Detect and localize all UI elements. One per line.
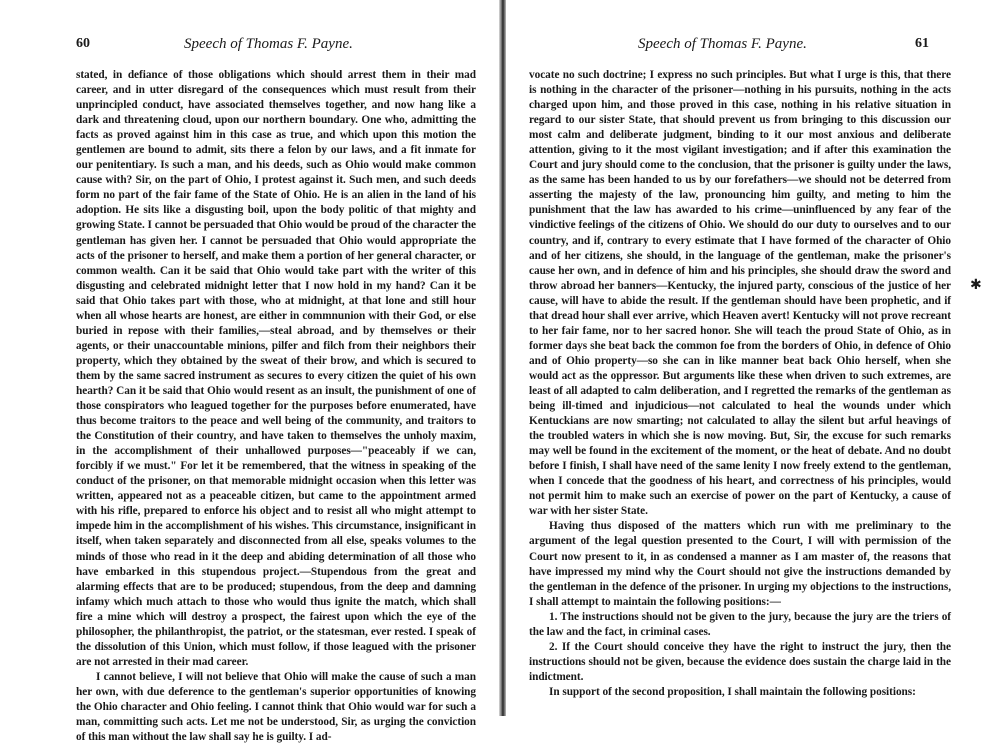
right-paragraph-1: vocate no such doctrine; I express no such principles. But what I urge is this, that there is nothing in the character of the prisoner—nothing in his pursuits, nothing in the acts charged upon him, and those proved in this case, nothing in his relative situation in regard to our sister State, that should prevent us from bringing to this discussion our most calm and deliberate judgment, binding to it our most anxious and deliberate attention, giving to it the most vigilant investigation; and if after this examination the Court and jury should come to the conclusion, that the prisoner is guilty under the laws, as the same has been handed to us by our forefathers—we should not be deterred from asserting the majesty of the law, pronouncing him guilty, and meting to him the punishment that the law has awarded to his crime—uninfluenced by any fear of the vindictive feelings of the citizens of Ohio. We should do our duty to ourselves and to our country, and if, contrary to every estimate that I have formed of the character of Ohio and of her citizens, she should, in the language of the gentleman, make the prisoner's cause her own, and in defence of him and his principles, she should draw the sword and throw abroad her banners—Kentucky, the injured party, conscious of the justice of her cause, will have to abide the result. If the gentleman should have been prophetic, and if that dread hour shall ever arrive, which Heaven avert! Kentucky will not prove recreant to her fair fame, nor to her sacred honor. She will teach the proud State of Ohio, as in former days she beat back the common foe from the borders of Ohio, in defence of Ohio and of Ohio property—so she can in like manner beat back Ohio herself, when she would act as the oppressor. But arguments like these when driven to such extremes, are least of all adapted to calm deliberation, and I regretted the remarks of the gentleman as being ill-timed and injudicious—not calculated to heal the wounds under which Kentuckians are now smarting; not calculated to allay the silent but arful heavings of the troubled waters in which she is now moving. But, Sir, the excuse for such remarks may well be found in the excitement of the moment, or the heat of debate. And no doubt before I finish, I shall have need of the same lenity I now freely extend to the gentleman, when I concede that the goodness of his heart, and correctness of his principles, would not permit him to make such an exercise of power on the part of Kentucky, a cause of war with her sister State.: [529, 69, 951, 518]
right-paragraph-3: 1. The instructions should not be given to the jury, because the jury are the triers of the law and the fact, in criminal cases.: [529, 610, 951, 638]
right-running-title: Speech of Thomas F. Payne.: [638, 36, 807, 52]
left-page-body: [76, 68, 476, 745]
right-page-number: 61: [915, 36, 929, 51]
right-paragraph-4: 2. If the Court should conceive they have the right to instruct the jury, then the instructions should not be given, because the evidence does sustain the charge laid in the indictment.: [529, 640, 951, 683]
right-paragraph-2: Having thus disposed of the matters which run with me preliminary to the argument of the legal question presented to the Court, I will with permission of the Court now present to it, in as condensed a manner as I am master of, the reasons that have impressed my mind why the Court should not give the instructions demanded by the gentleman in the defence of the prisoner. In urging my objections to the instructions, I shall attempt to maintain the following positions:—: [529, 520, 951, 608]
left-paragraph-2: I cannot believe, I will not believe that Ohio will make the cause of such a man her own, with due deference to the gentleman's superior opportunities of knowing the Ohio character and Ohio feeling. I cannot think that Ohio would war for such a man, committing such acts. Let me not be understood, Sir, as urging the conviction of this man without the law shall say he is guilty. I ad-: [76, 670, 476, 744]
left-page: [0, 0, 500, 744]
left-paragraph-1: stated, in defiance of those obligations which should arrest them in their mad career, and in utter disregard of the consequences which must result from their unprincipled conduct, have associated themselves together, and now hang like a dark and threatening cloud, upon our northern boundary. One who, admitting the facts as proved against him in this case as true, and which upon this motion the gentlemen are bound to admit, sits there a felon by our laws, and a fit inmate for our penitentiary. Is such a man, and his deeds, such as Ohio would make common cause with? Sir, on the part of Ohio, I protest against it. Such men, and such deeds form no part of the fair fame of the State of Ohio. He is an alien in the land of his adoption. He sits like a disgusting boil, upon the body politic of that mighty and growing State. I cannot be persuaded that Ohio would be proud of the character the gentleman has given her. I cannot be persuaded that Ohio would appropriate the acts of the prisoner to herself, and make them a portion of her general character, or common wealth. Can it be said that Ohio would take part with the writer of this disgusting and celebrated midnight letter that I now hold in my hand? Can it be said that Ohio takes part with those, who at midnight, at that lone and still hour when all whose hearts are honest, are either in commnunion with their God, or else buried in repose with their families,—steal abroad, and by themselves or their agents, or their unaccountable minions, pilfer and filch from their neighbors their property, which they obtained by the sweat of their brow, and which is secured to them by the same sacred instrument as secures to every citizen the quiet of his own hearth? Can it be said that Ohio would resent as an insult, the punishment of one of those conspirators who leagued together for the purposes before enumerated, have thus become traitors to the peace and well being of the community, and traitors to the Constitution of their country, and have taken to themselves the unholy maxim, in the accomplishment of their unhallowed purposes—"peaceably if we can, forcibly if we must." For let it be remembered, that the witness in speaking of the conduct of the prisoner, on that memorable midnight occasion when this letter was written, appeared not as a peaceable citizen, but came to the appointment armed with his rifle, prepared to enforce his object and to resist all who might attempt to impede him in the accomplishment of his wishes. This circumstance, insignificant in itself, when taken separately and disconnected from all else, speaks volumes to the minds of those who read in it the deep and abiding determination of all those who have embarked in this stupendous project.—Stupendous from the great and alarming effects that are to be produced; stupendous, from the deep and damning infamy which much attach to those who would thus ignite the match, which shall fire a mine which will destroy a prospect, the fairest upon which the eye of the philosopher, the philanthropist, the patriot, or the statesman, ever rested. I speak of the dissolution of this Union, which must follow, if those leagued with the prisoner are not arrested in their mad career.: [76, 69, 476, 668]
right-paragraph-5: In support of the second proposition, I shall maintain the following positions:: [549, 685, 916, 698]
right-page: [505, 0, 1000, 716]
right-page-body: [529, 68, 951, 700]
margin-asterisk-icon: ✱: [970, 277, 982, 293]
left-running-title: Speech of Thomas F. Payne.: [184, 36, 353, 52]
left-page-number: 60: [76, 36, 90, 51]
